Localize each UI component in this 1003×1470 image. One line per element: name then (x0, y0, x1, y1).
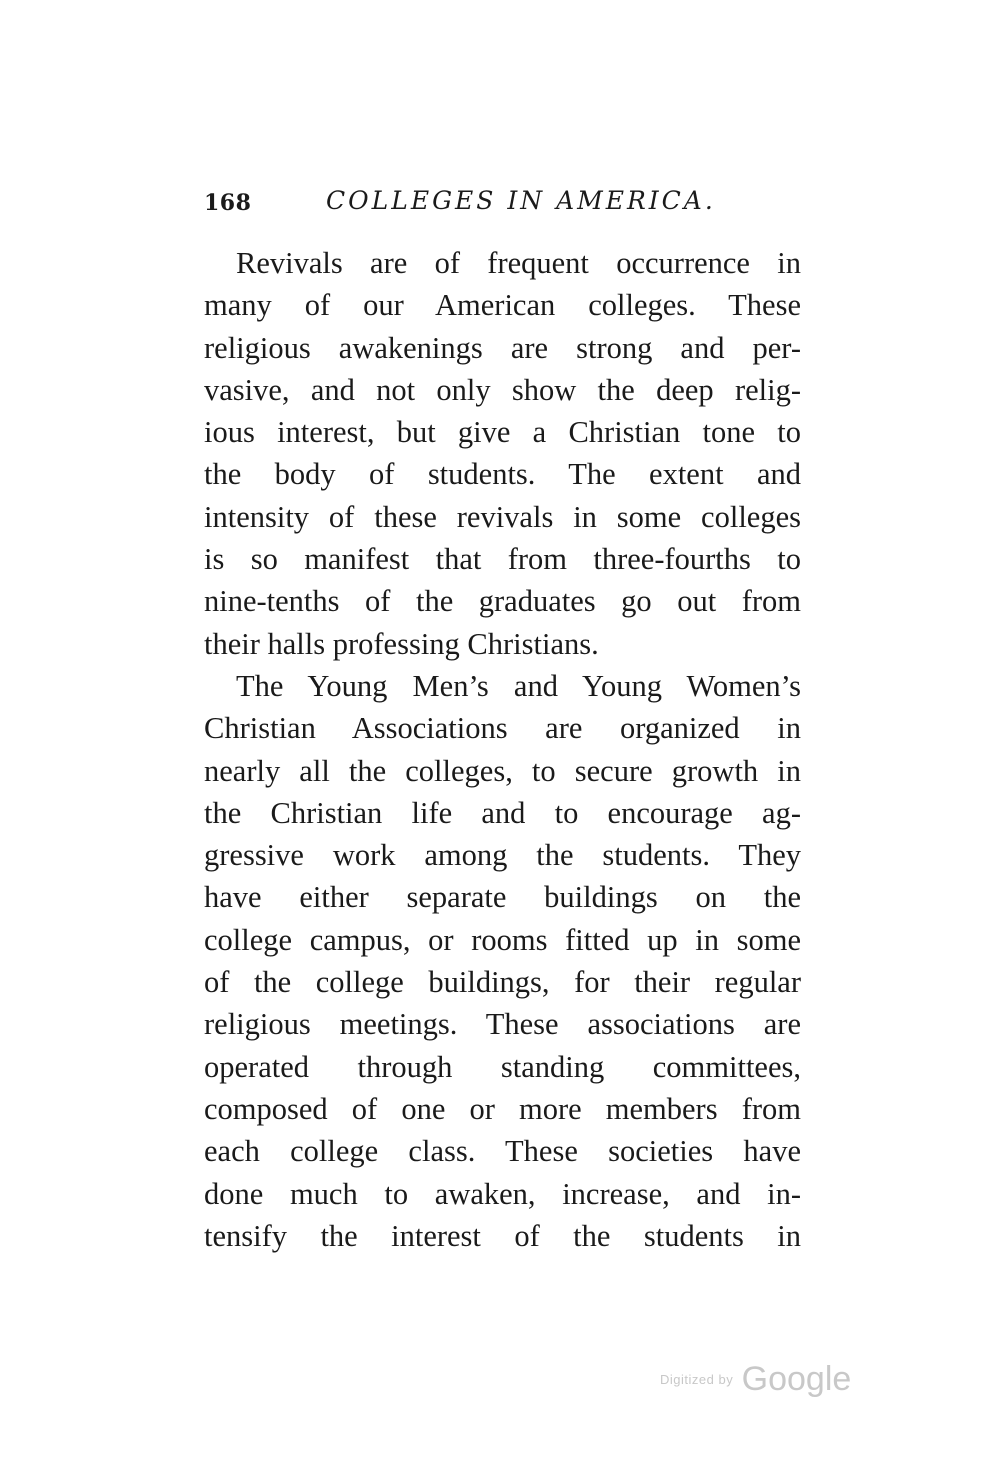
text-line: intensity of these revivals in some colleges (204, 499, 801, 534)
text-line: college campus, or rooms fitted up in some (204, 922, 801, 957)
running-title: COLLEGES IN AMERICA. (326, 186, 716, 215)
text-line: gressive work among the students. They (204, 838, 801, 873)
text-line: each college class. These societies have (204, 1134, 801, 1169)
digitized-by-google-watermark (660, 1360, 851, 1399)
text-line: The Young Men’s and Young Women’s (236, 668, 801, 703)
text-line: the body of students. The extent and (204, 457, 801, 492)
watermark-prefix: Digitized by (660, 1372, 734, 1387)
body-text (204, 242, 801, 1257)
text-line: many of our American colleges. These (204, 288, 801, 323)
text-line: operated through standing committees, (204, 1049, 801, 1084)
text-line: tensify the interest of the students in (204, 1218, 801, 1253)
paragraph-revivals (204, 242, 801, 665)
google-logo: Google (741, 1360, 852, 1398)
page-number: 168 (204, 190, 252, 216)
text-line: is so manifest that from three-fourths to (204, 542, 801, 577)
text-line: nearly all the colleges, to secure growth in (204, 753, 801, 788)
text-line: Revivals are of frequent occurrence in (236, 246, 801, 280)
text-line: have either separate buildings on the (204, 880, 801, 915)
text-line: their halls professing Christians. (204, 626, 599, 661)
text-line: religious meetings. These associations are (204, 1007, 801, 1042)
text-line: nine-tenths of the graduates go out from (204, 584, 801, 619)
text-line: Christian Associations are organized in (204, 711, 801, 746)
text-line: vasive, and not only show the deep relig- (204, 372, 801, 407)
text-line: the Christian life and to encourage ag- (204, 795, 801, 830)
running-head (204, 186, 804, 222)
text-line: ious interest, but give a Christian tone to (204, 415, 801, 450)
text-line: composed of one or more members from (204, 1091, 801, 1126)
paragraph-christian-associations (204, 665, 801, 1257)
text-line: religious awakenings are strong and per- (204, 330, 801, 365)
text-line: of the college buildings, for their regular (204, 965, 801, 1000)
text-line: done much to awaken, increase, and in- (204, 1176, 801, 1211)
